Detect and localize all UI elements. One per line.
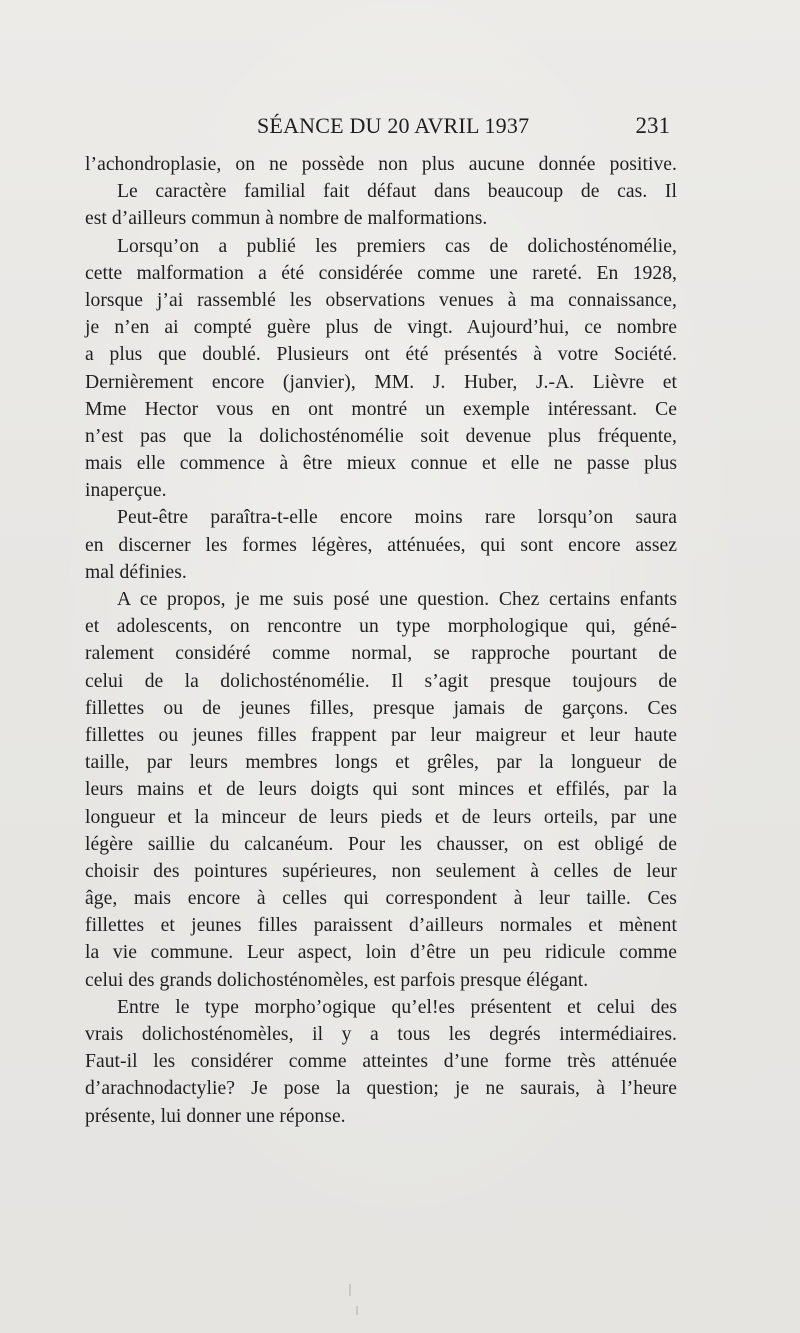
body-text [85,151,677,1130]
print-speck [349,1284,351,1296]
text-line: Entre le type morpho’ogique qu’el!es présentent et celui des [117,996,677,1018]
text-line: choisir des pointures supérieures, non seulement à celles de leur [85,860,677,882]
text-line: mal définies. [85,561,187,583]
text-line: Peut-être paraîtra-t-elle encore moins rare lorsqu’on saura [117,507,677,529]
text-line: celui de la dolichosténomélie. Il s’agit presque toujours de [85,670,677,692]
text-line: leurs mains et de leurs doigts qui sont minces et effilés, par la [85,779,677,801]
text-line: inaperçue. [85,480,167,502]
text-line: taille, par leurs membres longs et grêles, par la longueur de [85,752,677,774]
text-line: celui des grands dolichosténomèles, est parfois presque élégant. [85,969,589,991]
text-line: A ce propos, je me suis posé une question. Chez certains enfants [117,589,677,610]
text-line: Lorsqu’on a publié les premiers cas de dolichosténomélie, [117,235,677,257]
text-line: présente, lui donner une réponse. [85,1105,346,1127]
text-line: je n’en ai compté guère plus de vingt. Aujourd’hui, ce nombre [85,317,677,339]
text-line: n’est pas que la dolichosténomélie soit devenue plus fréquente, [85,425,677,447]
text-line: longueur et la minceur de leurs pieds et de leurs orteils, par une [85,806,677,828]
text-line: la vie commune. Leur aspect, loin d’être un peu ridicule comme [85,942,677,964]
text-line: âge, mais encore à celles qui correspondent à leur taille. Ces [85,888,677,910]
text-line: vrais dolichosténomèles, il y a tous les degrés intermédiaires. [85,1024,677,1045]
text-line: fillettes ou de jeunes filles, presque jamais de garçons. Ces [85,697,677,719]
text-line: l’achondroplasie, on ne possède non plus aucune donnée positive. [85,154,677,175]
text-line: Mme Hector vous en ont montré un exemple intéressant. Ce [85,398,677,420]
text-line: et adolescents, on rencontre un type morphologique qui, géné- [85,616,677,638]
text-line: Faut-il les considérer comme atteintes d’une forme très atténuée [85,1051,677,1073]
text-line: légère saillie du calcanéum. Pour les chausser, on est obligé de [85,833,677,855]
text-line: mais elle commence à être mieux connue et elle ne passe plus [85,453,677,475]
page-header [85,113,670,143]
text-line: Le caractère familial fait défaut dans beaucoup de cas. Il [117,181,677,203]
print-speck [356,1306,358,1315]
text-line: fillettes et jeunes filles paraissent d’ailleurs normales et mènent [85,915,677,937]
text-line: est d’ailleurs commun à nombre de malformations. [85,208,488,230]
running-title: SÉANCE DU 20 AVRIL 1937 [257,113,530,138]
text-line: lorsque j’ai rassemblé les observations venues à ma connaissance, [85,289,677,311]
text-line: a plus que doublé. Plusieurs ont été présentés à votre Société. [85,344,677,366]
page-number: 231 [635,113,670,138]
text-line: en discerner les formes légères, atténuées, qui sont encore assez [85,534,677,556]
text-line: Dernièrement encore (janvier), MM. J. Huber, J.-A. Lièvre et [85,371,677,393]
text-line: cette malformation a été considérée comme une rareté. En 1928, [85,262,677,284]
text-line: d’arachnodactylie? Je pose la question; je ne saurais, à l’heure [85,1078,677,1100]
text-line: fillettes ou jeunes filles frappent par leur maigreur et leur haute [85,724,677,746]
text-line: ralement considéré comme normal, se rapproche pourtant de [85,643,677,665]
